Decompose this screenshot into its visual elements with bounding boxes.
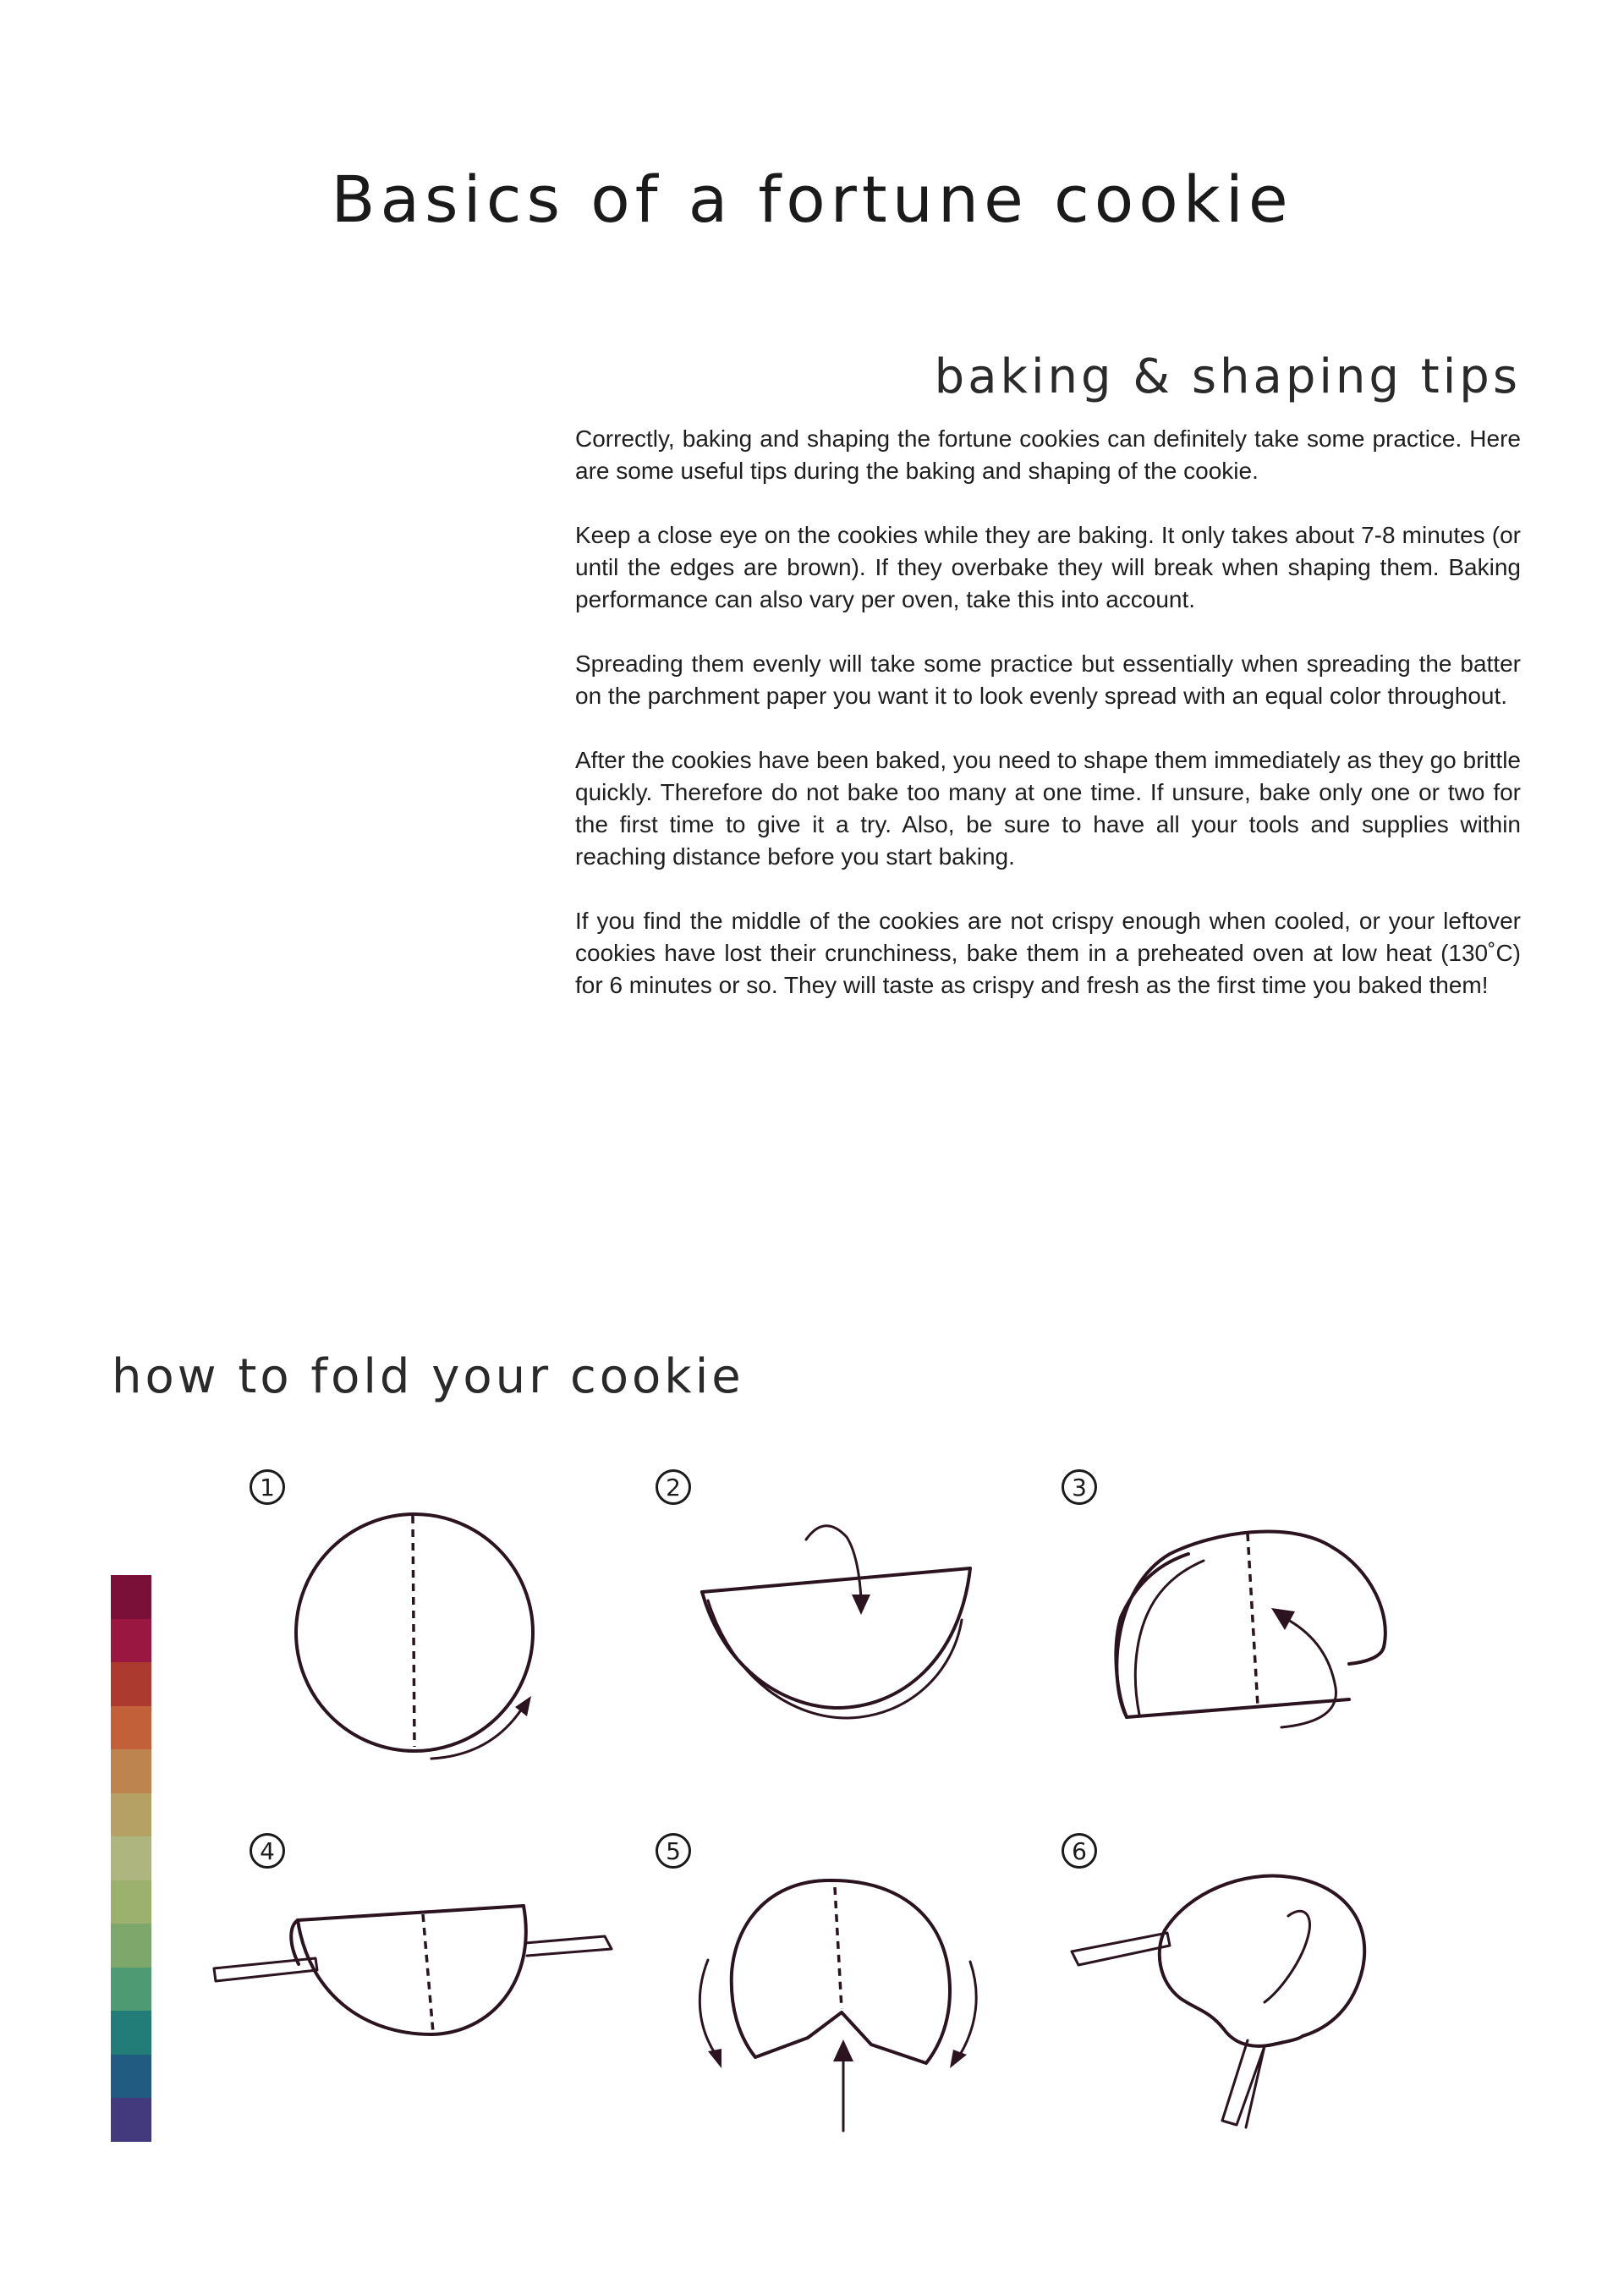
tips-paragraph: Spreading them evenly will take some practice but essentially when spreading the batter on the parchment paper you want it to look evenly spread with an equal color throughout. [575, 650, 1521, 709]
color-swatch [111, 1793, 151, 1837]
tips-heading: baking & shaping tips [934, 349, 1521, 404]
fold-step-5 [656, 1833, 1011, 2171]
color-swatch [111, 2011, 151, 2055]
fold-step-2 [656, 1469, 1011, 1808]
color-swatch [111, 1575, 151, 1619]
step-number: 3 [1062, 1469, 1097, 1505]
color-swatch [111, 1880, 151, 1924]
fold-step-3 [1062, 1469, 1417, 1808]
color-swatch [111, 1836, 151, 1880]
color-swatch [111, 1619, 151, 1663]
color-swatch [111, 1662, 151, 1706]
step-number: 2 [656, 1469, 691, 1505]
step-4-illustration [207, 1833, 562, 2171]
tips-body [575, 423, 1521, 1034]
step-1-illustration [250, 1469, 605, 1808]
step-number: 4 [250, 1833, 285, 1869]
tips-paragraph: After the cookies have been baked, you need to shape them immediately as they go brittle quickly. Therefore do not bake too many at one time. If unsure, bake only one or two for the first time to give it a try. Also, be sure to have all your tools and supplies within reaching distance before you start baking. [575, 747, 1521, 870]
fold-step-1 [250, 1469, 605, 1808]
page-title: Basics of a fortune cookie [331, 162, 1293, 237]
color-swatch [111, 2055, 151, 2099]
step-number: 6 [1062, 1833, 1097, 1869]
step-number: 1 [250, 1469, 285, 1505]
color-swatch [111, 2098, 151, 2142]
step-5-illustration [656, 1833, 1011, 2171]
step-number: 5 [656, 1833, 691, 1869]
step-6-illustration [1062, 1833, 1417, 2171]
tips-paragraph: Keep a close eye on the cookies while they are baking. It only takes about 7-8 minutes (or until the edges are brown). If they overbake they will break when shaping them. Baking performance can also vary per oven, take this into account. [575, 522, 1521, 612]
tips-paragraph: Correctly, baking and shaping the fortune cookies can definitely take some practice. Here are some useful tips during the baking and shaping of the cookie. [575, 425, 1521, 484]
color-swatch [111, 1968, 151, 2012]
step-2-illustration [656, 1469, 1011, 1808]
tips-paragraph: If you find the middle of the cookies are not crispy enough when cooled, or your leftover cookies have lost their crunchiness, bake them in a preheated oven at low heat (130˚C) for 6 minutes or so. They will taste as crispy and fresh as the first time you baked them! [575, 908, 1521, 998]
fold-heading: how to fold your cookie [112, 1349, 744, 1404]
step-3-illustration [1062, 1469, 1417, 1808]
color-swatch [111, 1706, 151, 1750]
color-swatch-bar [111, 1575, 151, 2142]
color-swatch [111, 1924, 151, 1968]
color-swatch [111, 1749, 151, 1793]
fold-step-6 [1062, 1833, 1417, 2171]
fold-step-4 [207, 1833, 562, 2171]
